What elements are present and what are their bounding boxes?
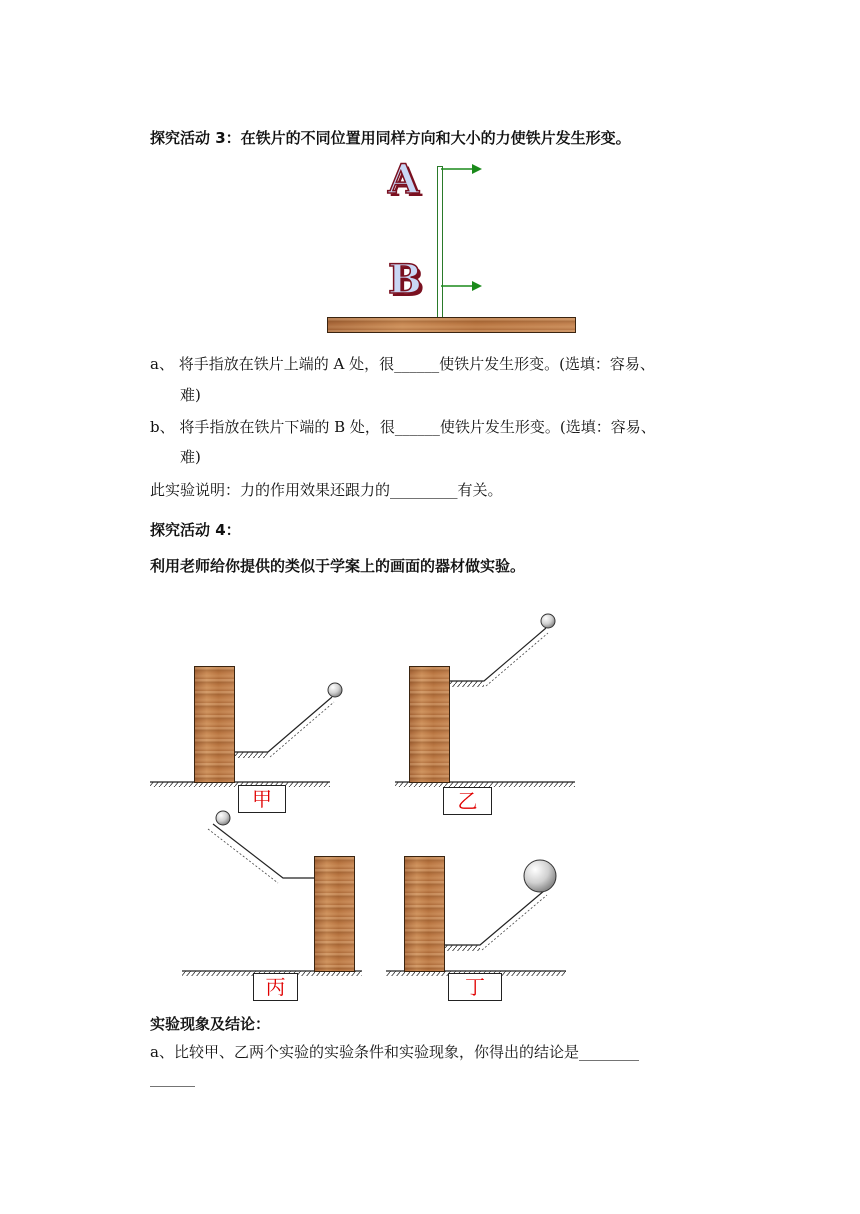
activity3-item-b-cont: 难) bbox=[180, 448, 201, 466]
label-jia: 甲 bbox=[238, 785, 286, 813]
ramp-shade-bing bbox=[208, 829, 278, 883]
ball-bing bbox=[216, 811, 230, 825]
ball-jia bbox=[328, 683, 342, 697]
ball-yi bbox=[541, 614, 555, 628]
ramp-hatch-ding bbox=[444, 945, 480, 951]
activity3-item-b: b、 将手指放在铁片下端的 B 处，很______使铁片发生形变。(选填：容易、 bbox=[150, 418, 656, 436]
results-heading: 实验现象及结论： bbox=[150, 1015, 271, 1033]
ball-ding bbox=[524, 860, 556, 892]
activity3-conclusion: 此实验说明：力的作用效果还跟力的_________有关。 bbox=[150, 481, 503, 499]
wood-block-ding bbox=[404, 856, 445, 972]
label-bing: 丙 bbox=[253, 973, 298, 1001]
ramp-bing bbox=[213, 824, 314, 878]
ramp-jia bbox=[232, 697, 332, 752]
ramp-hatch-yi bbox=[448, 681, 484, 687]
ramp-shade-yi bbox=[486, 633, 548, 686]
activity3-item-a-cont: 难) bbox=[180, 386, 201, 404]
label-b: B bbox=[388, 256, 422, 303]
label-yi: 乙 bbox=[443, 787, 492, 815]
results-item-a: a、比较甲、乙两个实验的实验条件和实验现象，你得出的结论是________ bbox=[150, 1043, 639, 1061]
ramp-ding bbox=[444, 890, 545, 945]
activity3-item-a: a、 将手指放在铁片上端的 A 处，很______使铁片发生形变。(选填：容易、 bbox=[150, 355, 655, 373]
ramp-shade-jia bbox=[270, 702, 334, 757]
wood-block-yi bbox=[409, 666, 450, 783]
activity4-heading: 探究活动 4： bbox=[150, 521, 241, 539]
label-ding: 丁 bbox=[448, 973, 502, 1001]
activity3-heading: 探究活动 3：在铁片的不同位置用同样方向和大小的力使铁片发生形变。 bbox=[150, 129, 631, 147]
ramp-shade-ding bbox=[482, 895, 547, 950]
results-item-a-cont: ______ bbox=[150, 1069, 195, 1087]
wood-block-jia bbox=[194, 666, 235, 783]
label-a: A bbox=[388, 156, 420, 203]
ramp-yi bbox=[448, 628, 546, 681]
ramp-hatch-jia bbox=[232, 752, 268, 758]
wood-block-bing bbox=[314, 856, 355, 972]
activity4-instruction: 利用老师给你提供的类似于学案上的画面的器材做实验。 bbox=[150, 557, 526, 575]
experiment-jia bbox=[150, 683, 342, 787]
